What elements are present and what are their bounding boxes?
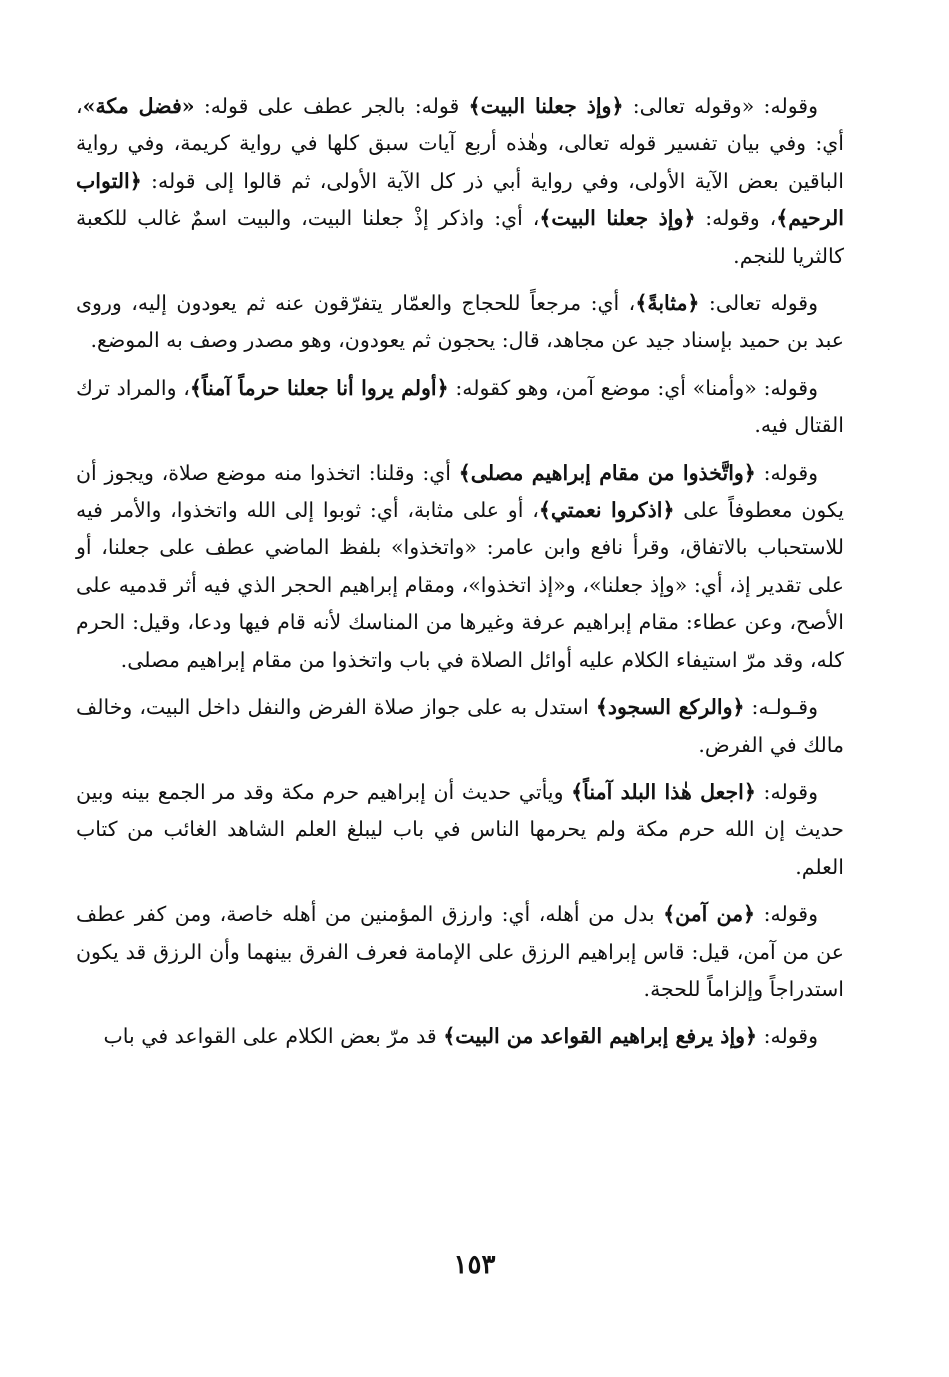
paragraph (76, 455, 844, 679)
text-run: وقوله: (755, 902, 819, 927)
text-run: استدل به على جواز صلاة الفرض والنفل داخل البيت، وخالف مالك في الفرض. (76, 695, 844, 757)
quran-quote: ﴿وإذ جعلنا البيت﴾ (468, 94, 624, 118)
quran-quote: ﴿واتَّخذوا من مقام إبراهيم مصلى﴾ (458, 460, 756, 485)
text-run: بدل من أهله، أي: وارزق المؤمنين من أهله خاصة، ومن كفر عطف عن من آمن، قيل: قاس إبراهيم الرزق على الإمامة فعرف الفرق بينهما وأن الرزق قد يكون استدراجاً وإلزاماً للحجة. (76, 902, 844, 1001)
text-run: ، وقوله: (695, 206, 777, 231)
text-run: ويأتي حديث أن إبراهيم حرم مكة وقد مر الجمع بينه وبين حديث إن الله حرم مكة ولم يحرمها الناس في باب ليبلغ العلم الشاهد الغائب من كتاب العلم. (76, 779, 844, 879)
text-run: ، أي: واذكر إذْ جعلنا البيت، والبيت اسمٌ غالب للكعبة كالثريا للنجم. (76, 206, 844, 268)
quran-quote: ﴿مثابةً﴾ (635, 291, 700, 316)
quran-quote: ﴿اذكروا نعمتي﴾ (538, 498, 675, 523)
text-run: ، والمراد ترك القتال فيه. (76, 375, 844, 438)
quran-quote: ﴿اجعل هٰذا البلد آمناً﴾ (571, 779, 756, 804)
text-run: وقوله: (755, 460, 819, 485)
hadith-quote: «فضل مكة» (82, 94, 195, 118)
page-number: ١٥٣ (453, 1250, 496, 1280)
text-run: أي: وقلنا: اتخذوا منه موضع صلاة، ويجوز أن يكون معطوفاً على (76, 460, 845, 523)
text-run: ، أو على مثابة، أي: ثوبوا إلى الله واتخذوا، والأمر فيه للاستحباب بالاتفاق، وقرأ نافع وابن عامر: «واتخذوا» بلفظ الماضي عطف على جعلنا، أو على تقدير إذ، أي: «وإذ جعلنا»، و«إذ اتخذوا»، ومقام إبراهيم الحجر الذي فيه أثر قدميه على الأصح، وعن عطاء: مقام إبراهيم عرفة وغيرها من المناسك لأنه قام فيها ودعا، وقيل: الحرم كله، وقد مرّ استيفاء الكلام عليه أوائل الصلاة في باب واتخذوا من مقام إبراهيم مصلى. (76, 498, 844, 672)
text-run: وقوله: (755, 779, 818, 804)
quran-quote: ﴿والركع السجود﴾ (595, 695, 745, 720)
quran-quote: ﴿وإذ جعلنا البيت﴾ (539, 206, 696, 231)
text-run: قوله: بالجر عطف على قوله: (194, 94, 469, 118)
text-run: ، أي: مرجعاً للحجاج والعمّار يتفرّقون عنه ثم يعودون إليه، وروى عبد بن حميد بإسناد جيد عن مجاهد، قال: يحجون ثم يعودون، وهو مصدر وصف به الموضع. (76, 291, 844, 353)
text-body (76, 88, 844, 1066)
quran-quote: ﴿أولم يروا أنا جعلنا حرماً آمناً﴾ (189, 375, 449, 400)
text-run: قد مرّ بعض الكلام على القواعد في باب (103, 1024, 444, 1049)
text-run: وقوله: (757, 1024, 818, 1049)
paragraph (76, 1018, 844, 1055)
quran-quote: ﴿من آمن﴾ (663, 902, 756, 927)
paragraph (76, 370, 844, 445)
paragraph (76, 896, 844, 1008)
paragraph (76, 689, 844, 764)
paragraph (76, 774, 844, 886)
quran-quote: ﴿وإذ يرفع إبراهيم القواعد من البيت﴾ (443, 1024, 758, 1049)
text-run: وقوله: «وقوله تعالى: (623, 94, 818, 118)
quran-quote: ﴿التواب الرحيم﴾ (76, 168, 844, 231)
paragraph (76, 88, 844, 275)
text-run: وقوله: «وأمنا» أي: موضع آمن، وهو كقوله: (448, 375, 818, 400)
paragraph (76, 285, 844, 360)
text-run: وقوله تعالى: (699, 291, 819, 316)
text-run: ، أي: وفي بيان تفسير قوله تعالى، وهٰذه أربع آيات سبق كلها في رواية كريمة، وفي رواية الباقين بعض الآية الأولى، وفي رواية أبي ذر كل الآية الأولى، ثم قالوا إلى قوله: (76, 94, 844, 193)
text-run: وقـولـه: (744, 695, 818, 720)
